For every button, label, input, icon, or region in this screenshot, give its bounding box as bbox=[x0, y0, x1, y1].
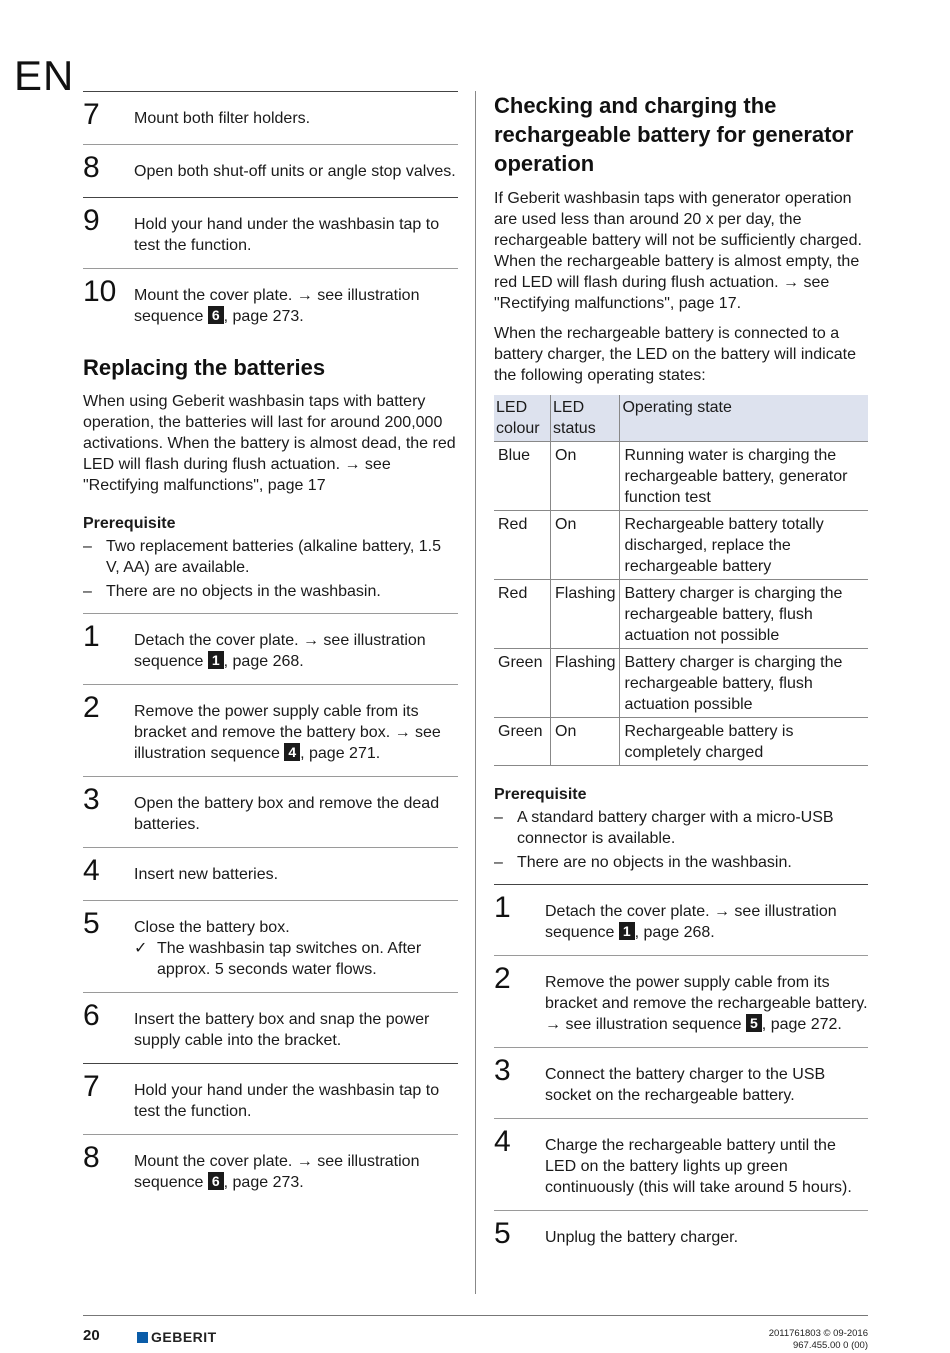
table-cell: Running water is charging the rechargeable battery, generator function test bbox=[620, 442, 868, 511]
table-cell: Rechargeable battery is completely charged bbox=[620, 718, 868, 766]
step-text: Open both shut-off units or angle stop valves. bbox=[134, 163, 456, 180]
language-label: EN bbox=[14, 52, 75, 99]
prerequisite-title: Prerequisite bbox=[494, 786, 587, 803]
table-cell: Blue bbox=[494, 442, 551, 511]
prerequisite-list bbox=[83, 536, 458, 602]
step-text-part: , page 272. bbox=[761, 1016, 842, 1033]
list-item bbox=[83, 581, 458, 602]
step-instruction: Close the battery box. bbox=[134, 919, 290, 936]
list-item-text: There are no objects in the washbasin. bbox=[106, 583, 381, 600]
table-cell: Red bbox=[494, 580, 551, 649]
footer-divider bbox=[83, 1315, 868, 1316]
step-text-part: , page 271. bbox=[300, 745, 381, 762]
table-cell: Red bbox=[494, 511, 551, 580]
step-text: Insert new batteries. bbox=[134, 866, 279, 883]
step bbox=[494, 1118, 868, 1210]
table-row bbox=[494, 649, 868, 718]
brand-name: GEBERIT bbox=[151, 1329, 217, 1345]
step bbox=[83, 613, 458, 684]
step-text-part: , page 273. bbox=[223, 1174, 304, 1191]
table-cell: Flashing bbox=[551, 580, 620, 649]
led-status-table bbox=[494, 395, 868, 766]
table-cell: Green bbox=[494, 718, 551, 766]
prerequisite-title: Prerequisite bbox=[83, 515, 176, 532]
dash-bullet: – bbox=[494, 809, 503, 826]
table-cell: Flashing bbox=[551, 649, 620, 718]
step bbox=[83, 1063, 458, 1134]
step-number: 9 bbox=[83, 204, 100, 237]
column-divider bbox=[475, 91, 476, 1294]
checkmark-icon: ✓ bbox=[134, 940, 148, 957]
step-text: Hold your hand under the washbasin tap to test the function. bbox=[134, 216, 440, 254]
steps-list bbox=[494, 884, 868, 1263]
list-item-text: Two replacement batteries (alkaline battery, 1.5 V, AA) are available. bbox=[106, 538, 441, 576]
section-heading: Replacing the batteries bbox=[83, 355, 326, 380]
step bbox=[83, 847, 458, 900]
page-number: 20 bbox=[83, 1327, 100, 1344]
step bbox=[83, 91, 458, 144]
step-text bbox=[134, 907, 458, 980]
step-number: 2 bbox=[83, 691, 100, 724]
table-cell: Rechargeable battery totally discharged, replace the rechargeable battery bbox=[620, 511, 868, 580]
step-text: Insert the battery box and snap the power supply cable into the bracket. bbox=[134, 1011, 430, 1049]
step-text-part: Remove the power supply cable from its bracket and remove the rechargeable battery. → see illustration sequence bbox=[545, 974, 868, 1033]
dash-bullet: – bbox=[83, 538, 92, 555]
sequence-badge: 6 bbox=[208, 306, 224, 324]
step-number: 3 bbox=[494, 1054, 511, 1087]
step-text bbox=[134, 620, 458, 672]
intro-paragraph: If Geberit washbasin taps with generator operation are used less than around 20 x per day, the rechargeable battery will not be sufficiently charged. When the rechargeable battery is almost empty, the red LED will flash during flush actuation. → see "Rectifying malfunctions", page 17. bbox=[494, 190, 862, 312]
step bbox=[83, 992, 458, 1063]
table-cell: Battery charger is charging the rechargeable battery, flush actuation not possible bbox=[620, 580, 868, 649]
document-number: 2011761803 © 09-2016 bbox=[768, 1328, 868, 1339]
step-text: Mount both filter holders. bbox=[134, 110, 311, 127]
step-text: Open the battery box and remove the dead batteries. bbox=[134, 795, 440, 833]
step bbox=[83, 684, 458, 776]
step-text bbox=[134, 275, 458, 327]
table-cell: On bbox=[551, 442, 620, 511]
step-text bbox=[134, 1141, 458, 1193]
step bbox=[494, 955, 868, 1047]
list-item bbox=[494, 852, 868, 873]
list-item bbox=[494, 807, 868, 849]
left-column bbox=[83, 91, 458, 1205]
steps-list bbox=[83, 613, 458, 1205]
step-result bbox=[134, 938, 458, 980]
section-heading: Checking and charging the rechargeable battery for generator operation bbox=[494, 93, 854, 176]
step bbox=[83, 144, 458, 197]
step bbox=[83, 1134, 458, 1205]
step-text: Charge the rechargeable battery until the LED on the battery lights up green continuously (this will take around 5 hours). bbox=[545, 1137, 852, 1196]
table-cell: On bbox=[551, 511, 620, 580]
step-number: 5 bbox=[83, 907, 100, 940]
step-number: 10 bbox=[83, 275, 117, 308]
table-cell: Green bbox=[494, 649, 551, 718]
step bbox=[83, 900, 458, 992]
column-header: Operating state bbox=[620, 395, 868, 442]
step-number: 8 bbox=[83, 1141, 100, 1174]
dash-bullet: – bbox=[83, 583, 92, 600]
step-text-part: Detach the cover plate. → see illustration sequence bbox=[545, 903, 837, 941]
sequence-badge: 1 bbox=[208, 651, 224, 669]
step bbox=[494, 1047, 868, 1118]
sequence-badge: 4 bbox=[284, 743, 300, 761]
step-text-part: Mount the cover plate. → see illustration sequence bbox=[134, 1153, 420, 1191]
step-text bbox=[545, 962, 868, 1035]
step-text-part: Detach the cover plate. → see illustration sequence bbox=[134, 632, 426, 670]
step-number: 5 bbox=[494, 1217, 511, 1250]
step-text: Unplug the battery charger. bbox=[545, 1229, 739, 1246]
dash-bullet: – bbox=[494, 854, 503, 871]
step bbox=[494, 884, 868, 955]
step-number: 4 bbox=[83, 854, 100, 887]
step bbox=[494, 1210, 868, 1263]
step-number: 1 bbox=[494, 891, 511, 924]
sequence-badge: 5 bbox=[746, 1014, 762, 1032]
step-number: 7 bbox=[83, 98, 100, 131]
table-header-row bbox=[494, 395, 868, 442]
column-header: LED status bbox=[551, 395, 620, 442]
sequence-badge: 6 bbox=[208, 1172, 224, 1190]
step bbox=[83, 197, 458, 268]
table-row bbox=[494, 718, 868, 766]
list-item bbox=[83, 536, 458, 578]
table-row bbox=[494, 511, 868, 580]
sequence-badge: 1 bbox=[619, 922, 635, 940]
logo-square-icon bbox=[137, 1332, 148, 1343]
step-text-part: Mount the cover plate. → see illustration sequence bbox=[134, 287, 420, 325]
step-number: 8 bbox=[83, 151, 100, 184]
prerequisite-list bbox=[494, 807, 868, 873]
step-text-part: Remove the power supply cable from its bracket and remove the battery box. → see illustration sequence bbox=[134, 703, 441, 762]
list-item-text: A standard battery charger with a micro-USB connector is available. bbox=[517, 809, 834, 847]
table-cell: Battery charger is charging the rechargeable battery, flush actuation possible bbox=[620, 649, 868, 718]
step-text-part: , page 273. bbox=[223, 308, 304, 325]
document-info bbox=[769, 1328, 868, 1352]
table-cell: On bbox=[551, 718, 620, 766]
step-number: 4 bbox=[494, 1125, 511, 1158]
step-text-part: , page 268. bbox=[634, 924, 715, 941]
step-text-part: , page 268. bbox=[223, 653, 304, 670]
step-text bbox=[545, 891, 868, 943]
step-number: 2 bbox=[494, 962, 511, 995]
step bbox=[83, 268, 458, 339]
result-text: The washbasin tap switches on. After approx. 5 seconds water flows. bbox=[157, 940, 422, 978]
step-number: 6 bbox=[83, 999, 100, 1032]
step-text: Hold your hand under the washbasin tap to test the function. bbox=[134, 1082, 440, 1120]
intro-paragraph: When using Geberit washbasin taps with battery operation, the batteries will last for around 200,000 activations. When the battery is almost dead, the red LED will flash during flush actuation. → see "Rectifying malfunctions", page 17 bbox=[83, 393, 456, 494]
table-row bbox=[494, 580, 868, 649]
step-number: 7 bbox=[83, 1070, 100, 1103]
right-column bbox=[494, 91, 868, 1263]
list-item-text: There are no objects in the washbasin. bbox=[517, 854, 792, 871]
table-row bbox=[494, 442, 868, 511]
step-text: Connect the battery charger to the USB socket on the rechargeable battery. bbox=[545, 1066, 826, 1104]
step bbox=[83, 776, 458, 847]
brand-logo bbox=[137, 1329, 217, 1345]
document-revision: 967.455.00 0 (00) bbox=[792, 1340, 868, 1351]
step-number: 3 bbox=[83, 783, 100, 816]
step-number: 1 bbox=[83, 620, 100, 653]
column-header: LED colour bbox=[494, 395, 551, 442]
step-text bbox=[134, 691, 458, 764]
intro-paragraph: When the rechargeable battery is connected to a battery charger, the LED on the battery will indicate the following operating states: bbox=[494, 325, 856, 384]
